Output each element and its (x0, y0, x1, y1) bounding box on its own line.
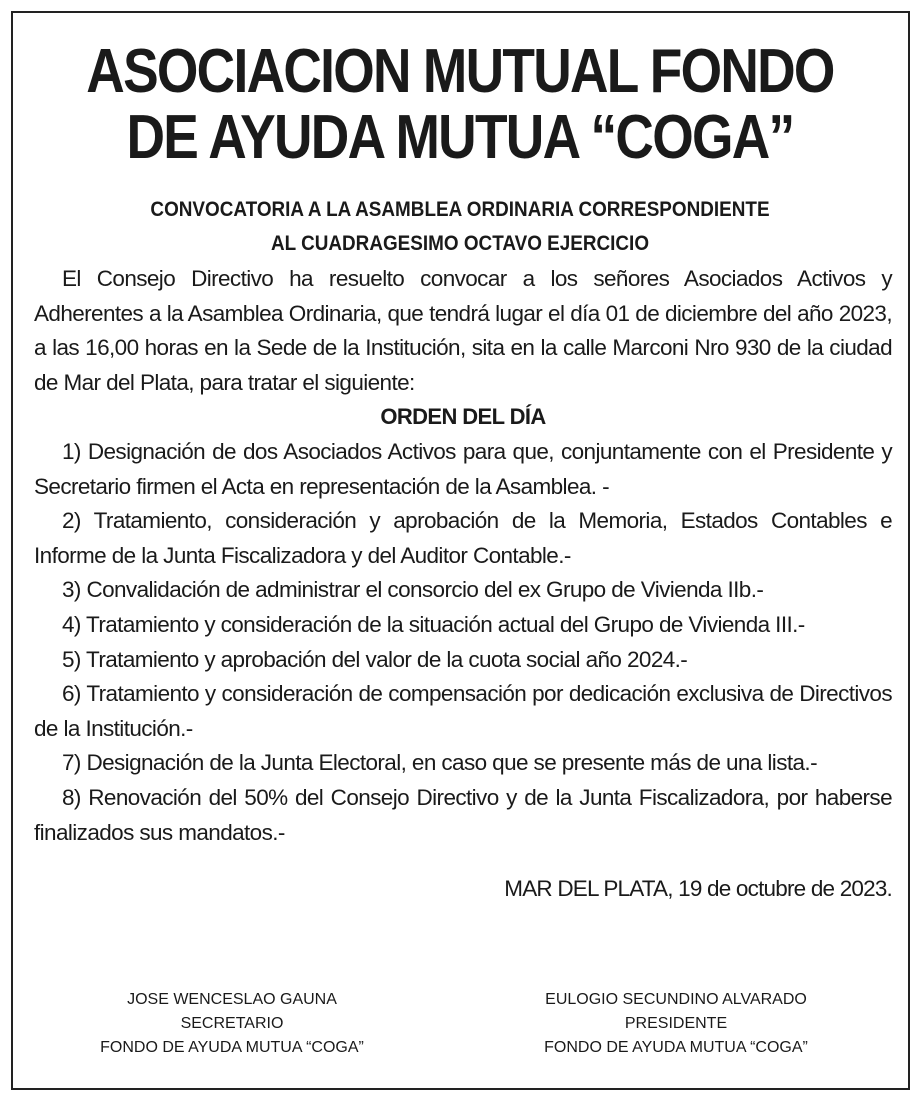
signature-name: EULOGIO SECUNDINO ALVARADO (545, 991, 807, 1008)
signature-name: JOSE WENCESLAO GAUNA (127, 991, 337, 1008)
convocatoria-line-2: AL CUADRAGESIMO OCTAVO EJERCICIO (270, 232, 650, 255)
orden-item-3: 3) Convalidación de administrar el consorcio del ex Grupo de Vivienda IIb.- (62, 577, 764, 603)
orden-item-6: 6) Tratamiento y consideración de compensación por dedicación exclusiva de Directivos de la Institución.- (34, 681, 892, 741)
orden-item-4: 4) Tratamiento y consideración de la situación actual del Grupo de Vivienda III.- (62, 611, 805, 637)
signature-org: FONDO DE AYUDA MUTUA “COGA” (544, 1039, 808, 1056)
signature-role: SECRETARIO (180, 1015, 284, 1032)
orden-item-1: 1) Designación de dos Asociados Activos para que, conjuntamente con el Presidente y Secretario firmen el Acta en representación de la Asamblea. - (34, 438, 892, 499)
title-line-1: ASOCIACION MUTUAL FONDO (86, 37, 834, 106)
signature-role: PRESIDENTE (624, 1015, 728, 1032)
date-line: MAR DEL PLATA, 19 de octubre de 2023. (504, 876, 892, 901)
title-line-2: DE AYUDA MUTUA “COGA” (126, 103, 794, 172)
signature-presidente (511, 988, 841, 1060)
intro-paragraph: El Consejo Directivo ha resuelto convocar a los señores Asociados Activos y Adherentes a la Asamblea Ordinaria, que tendrá lugar el día 01 de diciembre del año 2023, a las 16,00 horas en la Sede de la Institución, sita en la calle Marconi Nro 930 de la ciudad de Mar del Plata, para tratar el siguiente: (34, 266, 892, 395)
convocatoria-line-1: CONVOCATORIA A LA ASAMBLEA ORDINARIA CORRESPONDIENTE (150, 198, 770, 221)
orden-item-5: 5) Tratamiento y aprobación del valor de la cuota social año 2024.- (62, 646, 688, 672)
notice-body (34, 262, 892, 850)
orden-item-7: 7) Designación de la Junta Electoral, en caso que se presente más de una lista.- (62, 750, 817, 776)
signature-org: FONDO DE AYUDA MUTUA “COGA” (100, 1039, 364, 1056)
orden-del-dia-heading: ORDEN DEL DÍA (380, 404, 546, 430)
orden-item-2: 2) Tratamiento, consideración y aprobación de la Memoria, Estados Contables e Informe de la Junta Fiscalizadora y del Auditor Contable.- (34, 508, 892, 568)
orden-item-8: 8) Renovación del 50% del Consejo Directivo y de la Junta Fiscalizadora, por haberse finalizados sus mandatos.- (34, 784, 892, 845)
signature-secretario (67, 988, 397, 1060)
